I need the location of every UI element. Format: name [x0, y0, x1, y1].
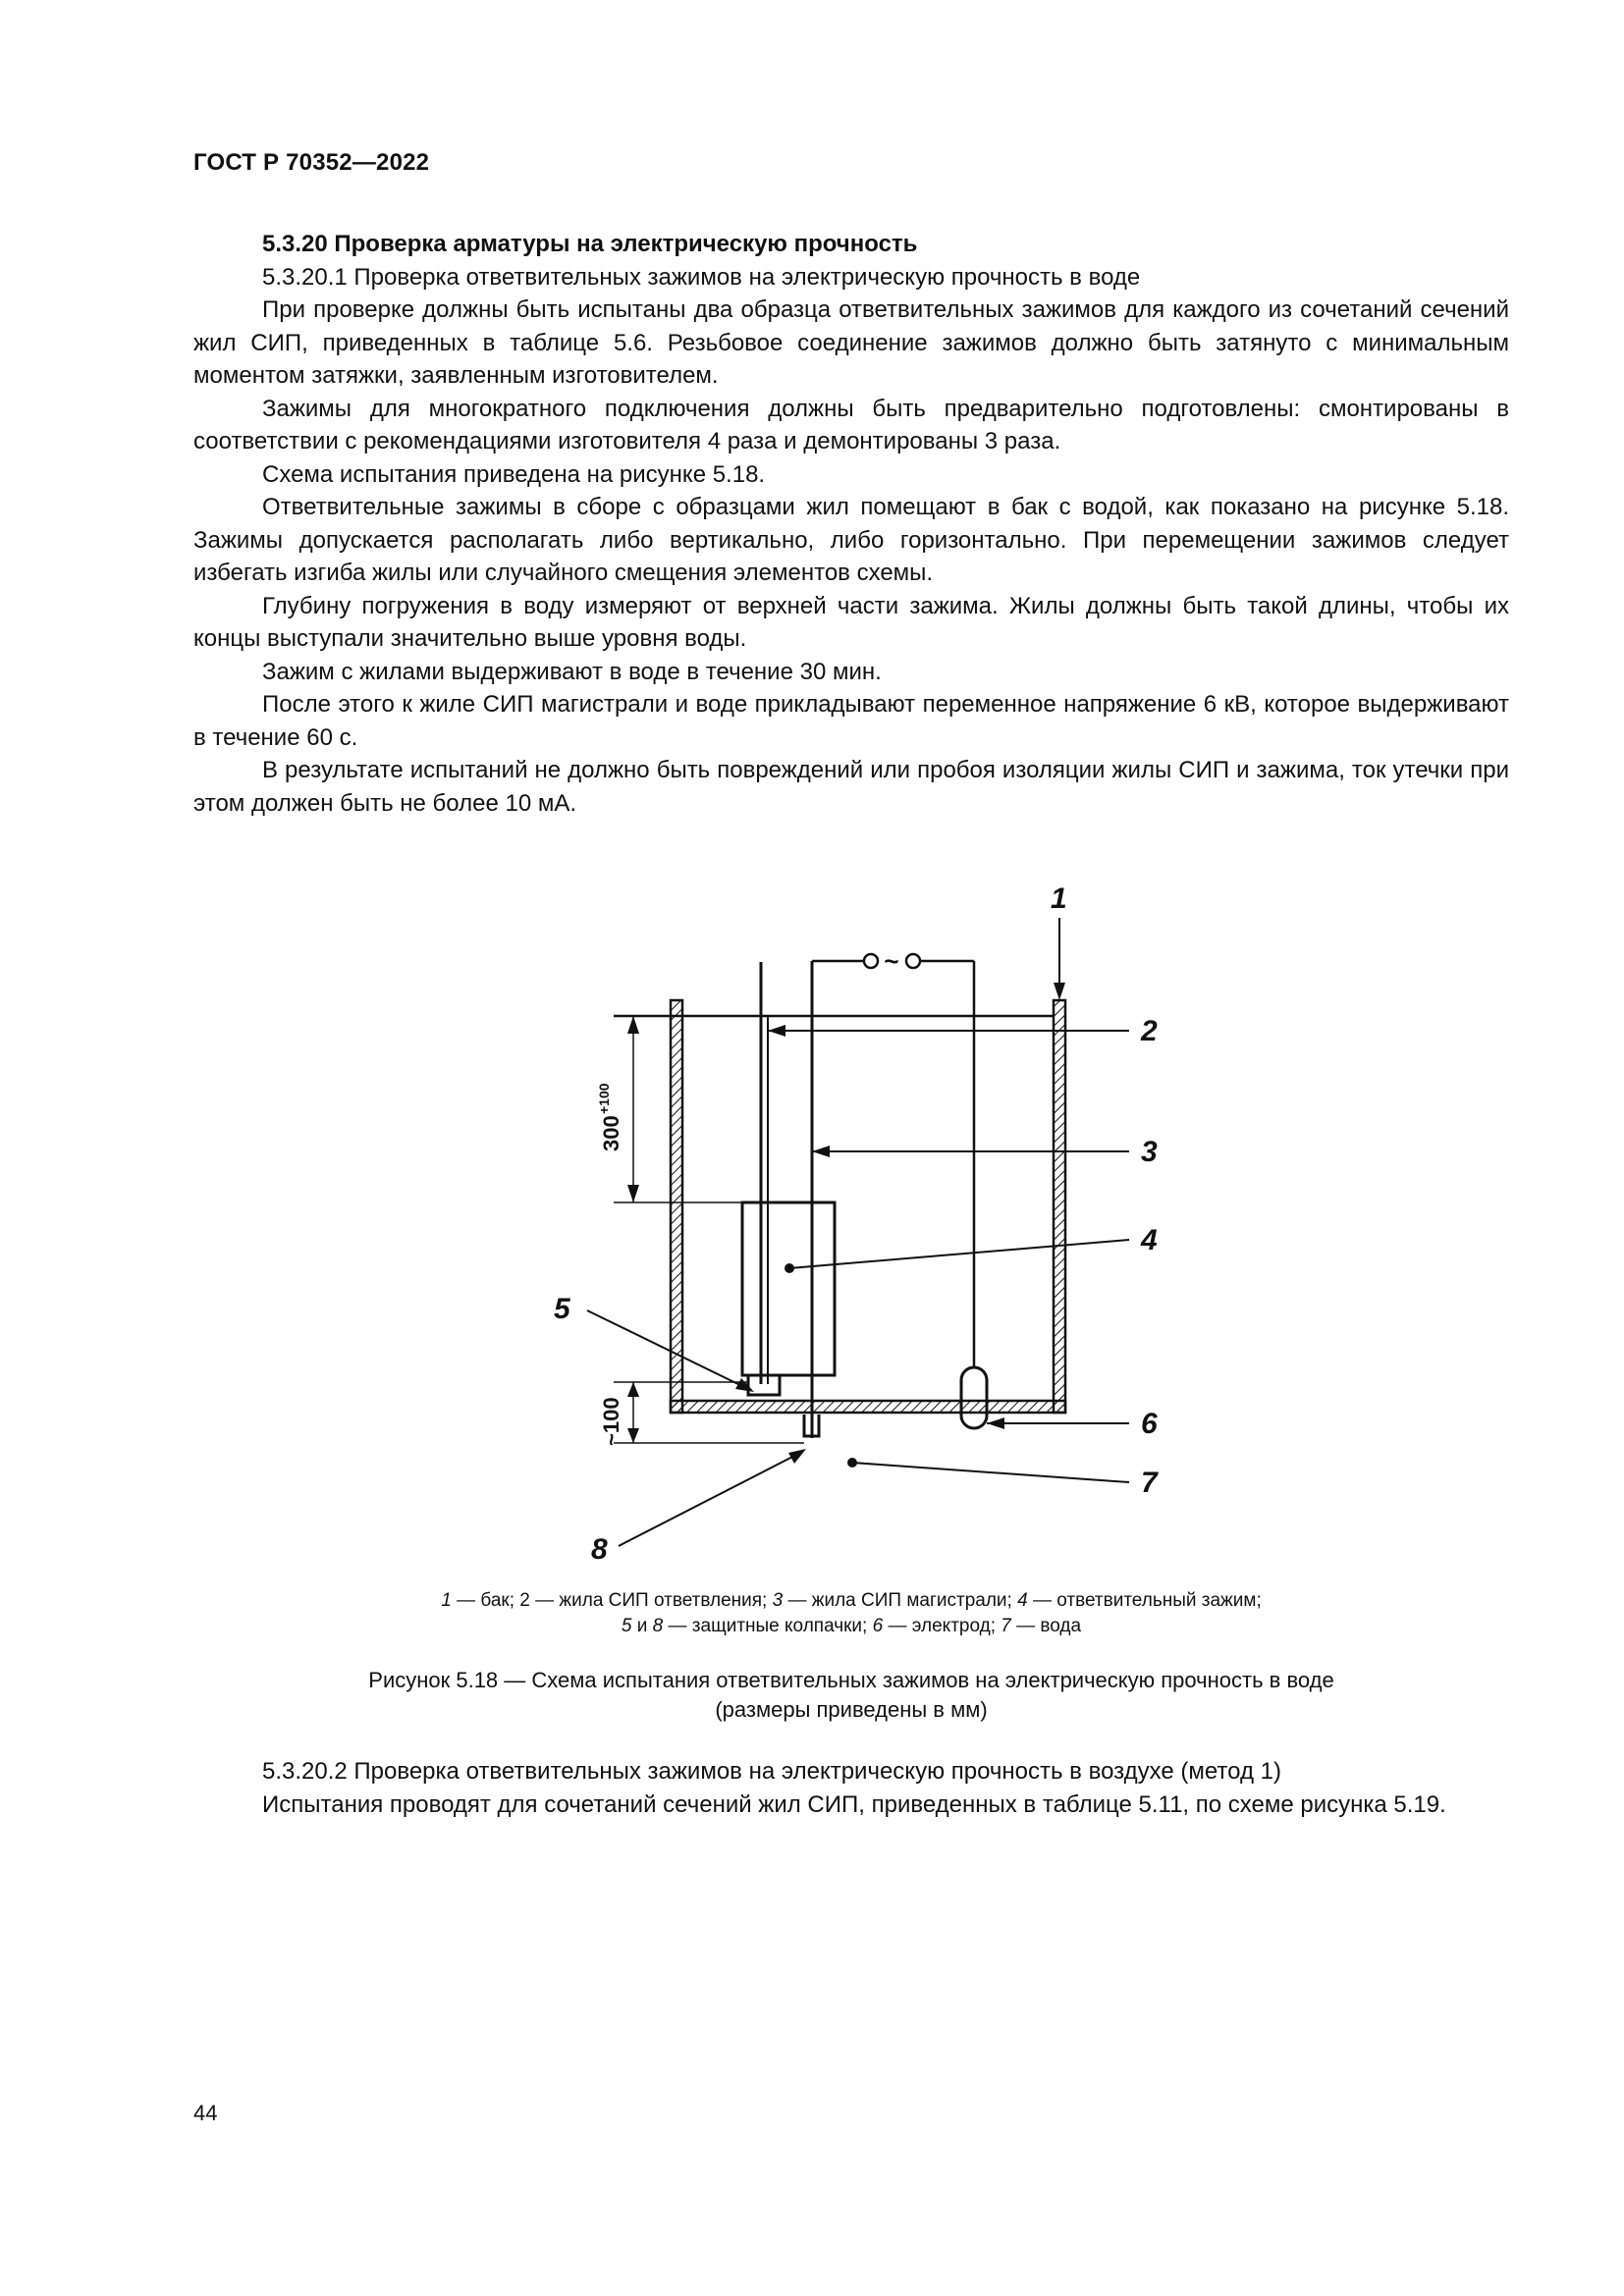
legend-number: 4 — [1017, 1590, 1028, 1611]
section-body — [193, 228, 1509, 820]
subsection-heading: 5.3.20.2 Проверка ответвительных зажимов на электрическую прочность в воздухе (метод 1) — [262, 1758, 1281, 1785]
branch-clamp — [742, 1202, 835, 1375]
paragraph: После этого к жиле СИП магистрали и воде прикладывают переменное напряжение 6 кВ, которое выдерживают в течение 60 с. — [193, 691, 1509, 751]
figure-legend — [193, 1588, 1509, 1639]
legend-number: 5 — [621, 1616, 632, 1636]
label-1: 1 — [1051, 882, 1067, 915]
label-4: 4 — [1141, 1224, 1158, 1256]
legend-text: — бак; 2 — жила СИП ответвления; — [451, 1590, 773, 1611]
legend-text: — жила СИП магистрали; — [783, 1590, 1018, 1611]
dimension-bottom-value: ~100 — [599, 1397, 623, 1446]
legend-number: 6 — [872, 1616, 884, 1636]
paragraph: При проверке должны быть испытаны два образца ответвительных зажимов для каждого из сочетаний сечений жил СИП, приведенных в таблице 5.6. Резьбовое соединение зажимов должно быть затянуто с минимальным моментом затяжки, заявленным изготовителем. — [193, 296, 1509, 389]
label-3: 3 — [1141, 1136, 1158, 1168]
legend-line-2 — [193, 1614, 1509, 1639]
legend-number: 1 — [441, 1590, 452, 1611]
leader-lines — [587, 918, 1129, 1546]
paragraph: Схема испытания приведена на рисунке 5.18. — [262, 460, 766, 488]
dimension-top-tolerance: +100 — [596, 1083, 612, 1114]
paragraph: Глубину погружения в воду измеряют от верхней части зажима. Жилы должны быть такой длины, чтобы их концы выступали значительно выше уровня воды. — [193, 592, 1509, 652]
paragraph: Зажим с жилами выдерживают в воде в течение 30 мин. — [262, 658, 882, 685]
dimension-top — [596, 1016, 742, 1202]
caption-note: (размеры приведены в мм) — [715, 1697, 988, 1722]
legend-text: — ответвительный зажим; — [1027, 1590, 1262, 1611]
page-number: 44 — [193, 2101, 218, 2125]
legend-line-1 — [193, 1588, 1509, 1614]
paragraph: В результате испытаний не должно быть повреждений или пробоя изоляции жилы СИП и зажима, ток утечки при этом должен быть не более 10 мА. — [193, 757, 1509, 817]
tank — [671, 1000, 1065, 1413]
legend-text: и — [631, 1616, 653, 1636]
electrode — [961, 1367, 987, 1428]
label-7: 7 — [1141, 1467, 1158, 1499]
supply-wiring — [812, 946, 974, 1367]
standard-header: ГОСТ Р 70352—2022 — [193, 149, 430, 176]
paragraph: Зажимы для многократного подключения должны быть предварительно подготовлены: смонтированы в соответствии с рекомендациями изготовителя 4 раза и демонтированы 3 раза. — [193, 395, 1509, 454]
legend-number: 7 — [1001, 1616, 1011, 1636]
test-scheme-figure — [520, 869, 1208, 1561]
paragraph: Испытания проводят для сочетаний сечений жил СИП, приведенных в таблице 5.11, по схеме рисунка 5.19. — [262, 1790, 1446, 1818]
caption-title: Рисунок 5.18 — Схема испытания ответвительных зажимов на электрическую прочность в воде — [368, 1668, 1334, 1692]
legend-number: 3 — [772, 1590, 784, 1611]
ac-source-symbol: ~ — [884, 946, 899, 976]
legend-text: — защитные колпачки; — [663, 1616, 873, 1636]
label-5: 5 — [554, 1293, 570, 1325]
label-6: 6 — [1141, 1408, 1158, 1440]
dimension-top-value: 300 — [599, 1115, 623, 1151]
subsection-heading: 5.3.20.1 Проверка ответвительных зажимов на электрическую прочность в воде — [262, 263, 1141, 291]
label-2: 2 — [1141, 1015, 1158, 1047]
legend-number: 8 — [652, 1616, 664, 1636]
protective-cap-5 — [748, 1375, 780, 1395]
section-body-continued — [193, 1755, 1509, 1821]
section-heading: 5.3.20 Проверка арматуры на электрическую прочность — [262, 231, 918, 257]
test-scheme-diagram — [520, 869, 1208, 1561]
legend-text: — вода — [1010, 1616, 1082, 1636]
paragraph: Ответвительные зажимы в сборе с образцами жил помещают в бак с водой, как показано на рисунке 5.18. Зажимы допускается располагать либо вертикально, либо горизонтально. При перемещении зажимов следует избегать изгиба жилы или случайного смещения элементов схемы. — [193, 494, 1509, 586]
legend-text: — электрод; — [883, 1616, 1001, 1636]
dimension-bottom — [599, 1382, 804, 1446]
label-8: 8 — [591, 1533, 608, 1561]
figure-caption — [193, 1666, 1509, 1725]
branch-conductor — [761, 962, 768, 1384]
